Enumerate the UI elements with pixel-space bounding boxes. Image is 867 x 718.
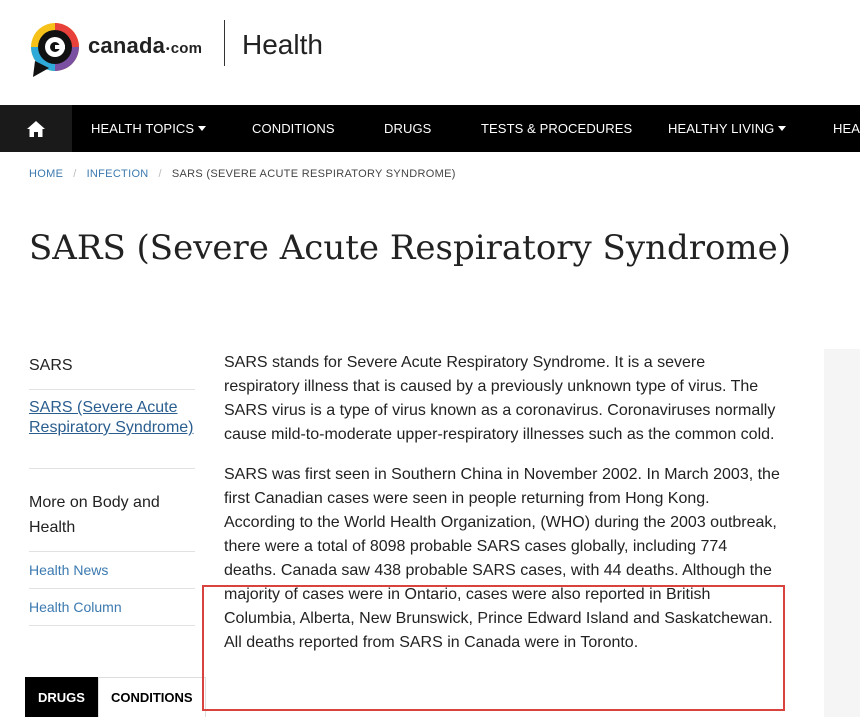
- tab-conditions[interactable]: CONDITIONS: [98, 677, 206, 717]
- logo-wordmark[interactable]: canada•com: [88, 33, 203, 58]
- article-paragraph: SARS was first seen in Southern China in November 2002. In March 2003, the first Canadian cases were seen in people returning from Hong Kong. According to the World Health Organization, (WHO) during the 2003 outbreak, there were a total of 8098 probable SARS cases globally, including 774 deaths. Canada saw 438 probable SARS cases, with 44 deaths. Although the majority of cases were in Ontario, cases were also reported in British Columbia, Alberta, New Brunswick, Prince Edward Island and Saskatchewan. All deaths reported from SARS in Canada were in Toronto.: [224, 466, 780, 651]
- sidebar-link-health-column[interactable]: Health Column: [29, 599, 122, 615]
- breadcrumb: [29, 168, 456, 180]
- right-side-panel: [824, 349, 860, 717]
- breadcrumb-current: SARS (SEVERE ACUTE RESPIRATORY SYNDROME): [171, 168, 456, 180]
- sidebar-heading-more: More on Body and Health: [29, 494, 160, 536]
- sidebar: [29, 352, 195, 626]
- home-icon: [26, 120, 46, 138]
- breadcrumb-infection[interactable]: INFECTION: [86, 168, 149, 180]
- site-header: [0, 0, 860, 105]
- breadcrumb-home[interactable]: HOME: [29, 168, 64, 180]
- header-divider: [224, 20, 225, 66]
- nav-drugs[interactable]: DRUGS: [384, 121, 432, 136]
- nav-overflow-item[interactable]: HEAL: [833, 121, 867, 136]
- nav-health-topics[interactable]: HEALTH TOPICS: [91, 105, 206, 152]
- sidebar-heading-sars: SARS: [29, 357, 73, 374]
- chevron-down-icon: [198, 126, 206, 131]
- nav-tests-procedures[interactable]: TESTS & PROCEDURES: [481, 121, 633, 136]
- chevron-down-icon: [778, 126, 786, 131]
- page-title: SARS (Severe Acute Respiratory Syndrome): [29, 228, 792, 268]
- breadcrumb-separator: /: [73, 168, 77, 180]
- nav-conditions[interactable]: CONDITIONS: [252, 121, 335, 136]
- tab-bar: [25, 677, 206, 717]
- article-paragraph: SARS stands for Severe Acute Respiratory Syndrome. It is a severe respiratory illness that is caused by a previously unknown type of virus. The SARS virus is a type of virus known as a coronavirus. Coronaviruses normally cause mild-to-moderate upper-respiratory illnesses such as the common cold.: [224, 354, 776, 443]
- section-title[interactable]: Health: [242, 29, 323, 60]
- sidebar-link-health-news[interactable]: Health News: [29, 562, 109, 578]
- sidebar-item-health-column: [29, 589, 195, 626]
- sidebar-item-health-news: [29, 552, 195, 589]
- canada-com-logo-icon[interactable]: [29, 21, 81, 79]
- sidebar-group-current: [29, 390, 195, 469]
- highlight-annotation-box: [202, 585, 785, 711]
- sidebar-group-sars: [29, 352, 195, 390]
- nav-healthy-living[interactable]: HEALTHY LIVING: [668, 105, 786, 152]
- tab-drugs[interactable]: DRUGS: [25, 677, 98, 717]
- sidebar-group-more: [29, 469, 195, 552]
- nav-home-button[interactable]: [0, 105, 72, 152]
- sidebar-link-sars[interactable]: SARS (Severe Acute Respiratory Syndrome): [29, 399, 194, 436]
- breadcrumb-separator: /: [158, 168, 162, 180]
- main-navigation: [0, 105, 867, 152]
